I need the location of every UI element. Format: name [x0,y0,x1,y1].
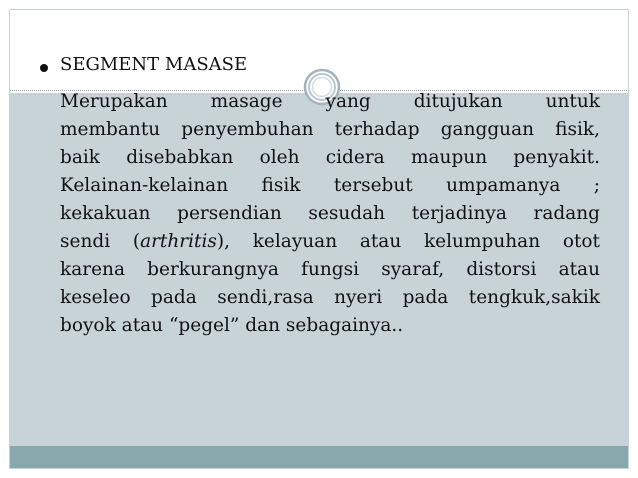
paragraph-line: karena berkurangnya fungsi syaraf, distorsi atau [60,259,600,280]
slide-heading: SEGMENT MASASE [60,54,248,75]
paragraph-line: Merupakan masage yang ditujukan untuk [60,91,600,112]
paragraph-line: membantu penyembuhan terhadap gangguan fisik, [60,119,600,140]
paragraph-line: boyok atau “pegel” dan sebagainya.. [60,315,404,336]
italic-term: arthritis [140,231,217,252]
paragraph-line: kekakuan persendian sesudah terjadinya radang [60,203,600,224]
body-paragraph [60,88,600,340]
paragraph-line: Kelainan-kelainan fisik tersebut umpamanya ; [60,175,600,196]
paragraph-line: keseleo pada sendi,rasa nyeri pada tengkuk,sakik [60,287,600,308]
bullet-icon [40,64,48,72]
paragraph-line-with-italic [60,228,600,256]
paragraph-text: sendi ( [60,231,141,252]
paragraph-text: ), kelayuan atau kelumpuhan otot [216,231,600,252]
paragraph-line: baik disebabkan oleh cidera maupun penyakit. [60,147,600,168]
